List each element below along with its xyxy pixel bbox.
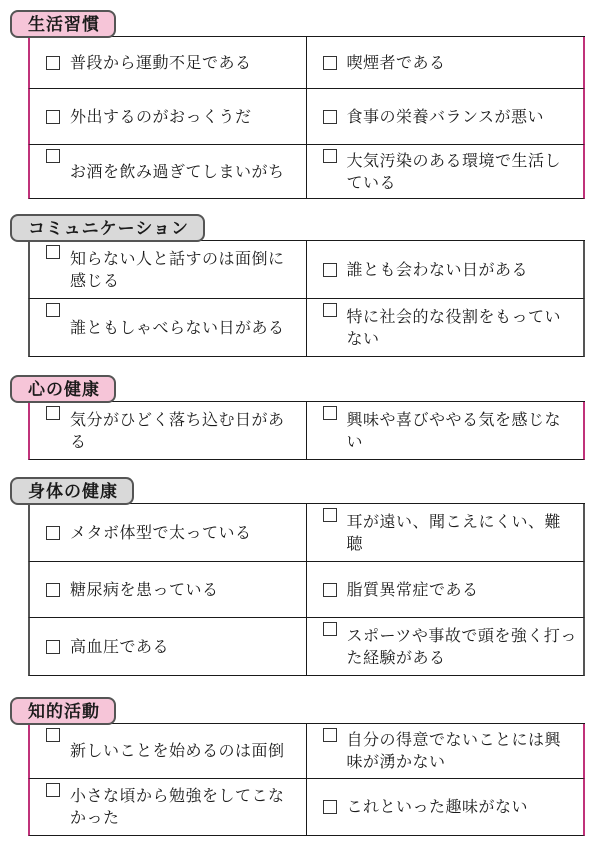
checklist-item[interactable]: 興味や喜びややる気を感じない bbox=[307, 402, 586, 460]
checkbox[interactable] bbox=[323, 508, 337, 522]
checkbox[interactable] bbox=[323, 728, 337, 742]
checklist-grid bbox=[28, 503, 585, 676]
checkbox[interactable] bbox=[323, 56, 337, 70]
checklist-item[interactable]: 誰ともしゃべらない日がある bbox=[28, 299, 307, 357]
checkbox[interactable] bbox=[46, 728, 60, 742]
checklist-item[interactable]: 脂質異常症である bbox=[307, 562, 586, 618]
checkbox[interactable] bbox=[46, 526, 60, 540]
checklist-item[interactable]: 知らない人と話すのは面倒に感じる bbox=[28, 241, 307, 299]
checkbox[interactable] bbox=[46, 245, 60, 259]
checklist-item[interactable]: 気分がひどく落ち込む日がある bbox=[28, 402, 307, 460]
checklist-item[interactable]: 耳が遠い、聞こえにくい、難聴 bbox=[307, 504, 586, 562]
checklist-grid bbox=[28, 36, 585, 199]
checklist-item[interactable]: 食事の栄養バランスが悪い bbox=[307, 89, 586, 145]
checkbox[interactable] bbox=[323, 110, 337, 124]
checklist-item[interactable]: お酒を飲み過ぎてしまいがち bbox=[28, 145, 307, 199]
checklist-item[interactable]: 糖尿病を患っている bbox=[28, 562, 307, 618]
checkbox[interactable] bbox=[46, 110, 60, 124]
checklist-item[interactable]: メタボ体型で太っている bbox=[28, 504, 307, 562]
checklist-item[interactable]: 特に社会的な役割をもっていない bbox=[307, 299, 586, 357]
checkbox[interactable] bbox=[323, 303, 337, 317]
checklist-item[interactable]: 誰とも会わない日がある bbox=[307, 241, 586, 299]
checklist-item[interactable]: これといった趣味がない bbox=[307, 779, 586, 836]
checklist-item[interactable]: 小さな頃から勉強をしてこなかった bbox=[28, 779, 307, 836]
section-communication bbox=[10, 214, 585, 360]
checklist-grid bbox=[28, 240, 585, 357]
checkbox[interactable] bbox=[323, 406, 337, 420]
section-lifestyle bbox=[10, 10, 585, 198]
section-mental-health bbox=[10, 375, 585, 461]
checklist-item[interactable]: 新しいことを始めるのは面倒 bbox=[28, 724, 307, 779]
checkbox[interactable] bbox=[323, 583, 337, 597]
checkbox[interactable] bbox=[46, 303, 60, 317]
checklist-item[interactable]: スポーツや事故で頭を強く打った経験がある bbox=[307, 618, 586, 676]
checklist-grid bbox=[28, 723, 585, 836]
section-physical-health bbox=[10, 477, 585, 681]
section-title: 心の健康 bbox=[10, 375, 116, 403]
section-title: コミュニケーション bbox=[10, 214, 205, 242]
checklist-item[interactable]: 自分の得意でないことには興味が湧かない bbox=[307, 724, 586, 779]
section-title: 知的活動 bbox=[10, 697, 116, 725]
section-title: 生活習慣 bbox=[10, 10, 116, 38]
checkbox[interactable] bbox=[46, 149, 60, 163]
checkbox[interactable] bbox=[323, 622, 337, 636]
section-title: 身体の健康 bbox=[10, 477, 134, 505]
checkbox[interactable] bbox=[46, 783, 60, 797]
checkbox[interactable] bbox=[323, 800, 337, 814]
checkbox[interactable] bbox=[323, 149, 337, 163]
checkbox[interactable] bbox=[323, 263, 337, 277]
checkbox[interactable] bbox=[46, 640, 60, 654]
section-intellectual-activity bbox=[10, 697, 585, 843]
checkbox[interactable] bbox=[46, 583, 60, 597]
checklist-item[interactable]: 普段から運動不足である bbox=[28, 37, 307, 89]
checklist-item[interactable]: 高血圧である bbox=[28, 618, 307, 676]
checklist-item[interactable]: 大気汚染のある環境で生活している bbox=[307, 145, 586, 199]
checklist-item[interactable]: 外出するのがおっくうだ bbox=[28, 89, 307, 145]
checkbox[interactable] bbox=[46, 406, 60, 420]
checkbox[interactable] bbox=[46, 56, 60, 70]
checklist-item[interactable]: 喫煙者である bbox=[307, 37, 586, 89]
checklist-grid bbox=[28, 401, 585, 460]
